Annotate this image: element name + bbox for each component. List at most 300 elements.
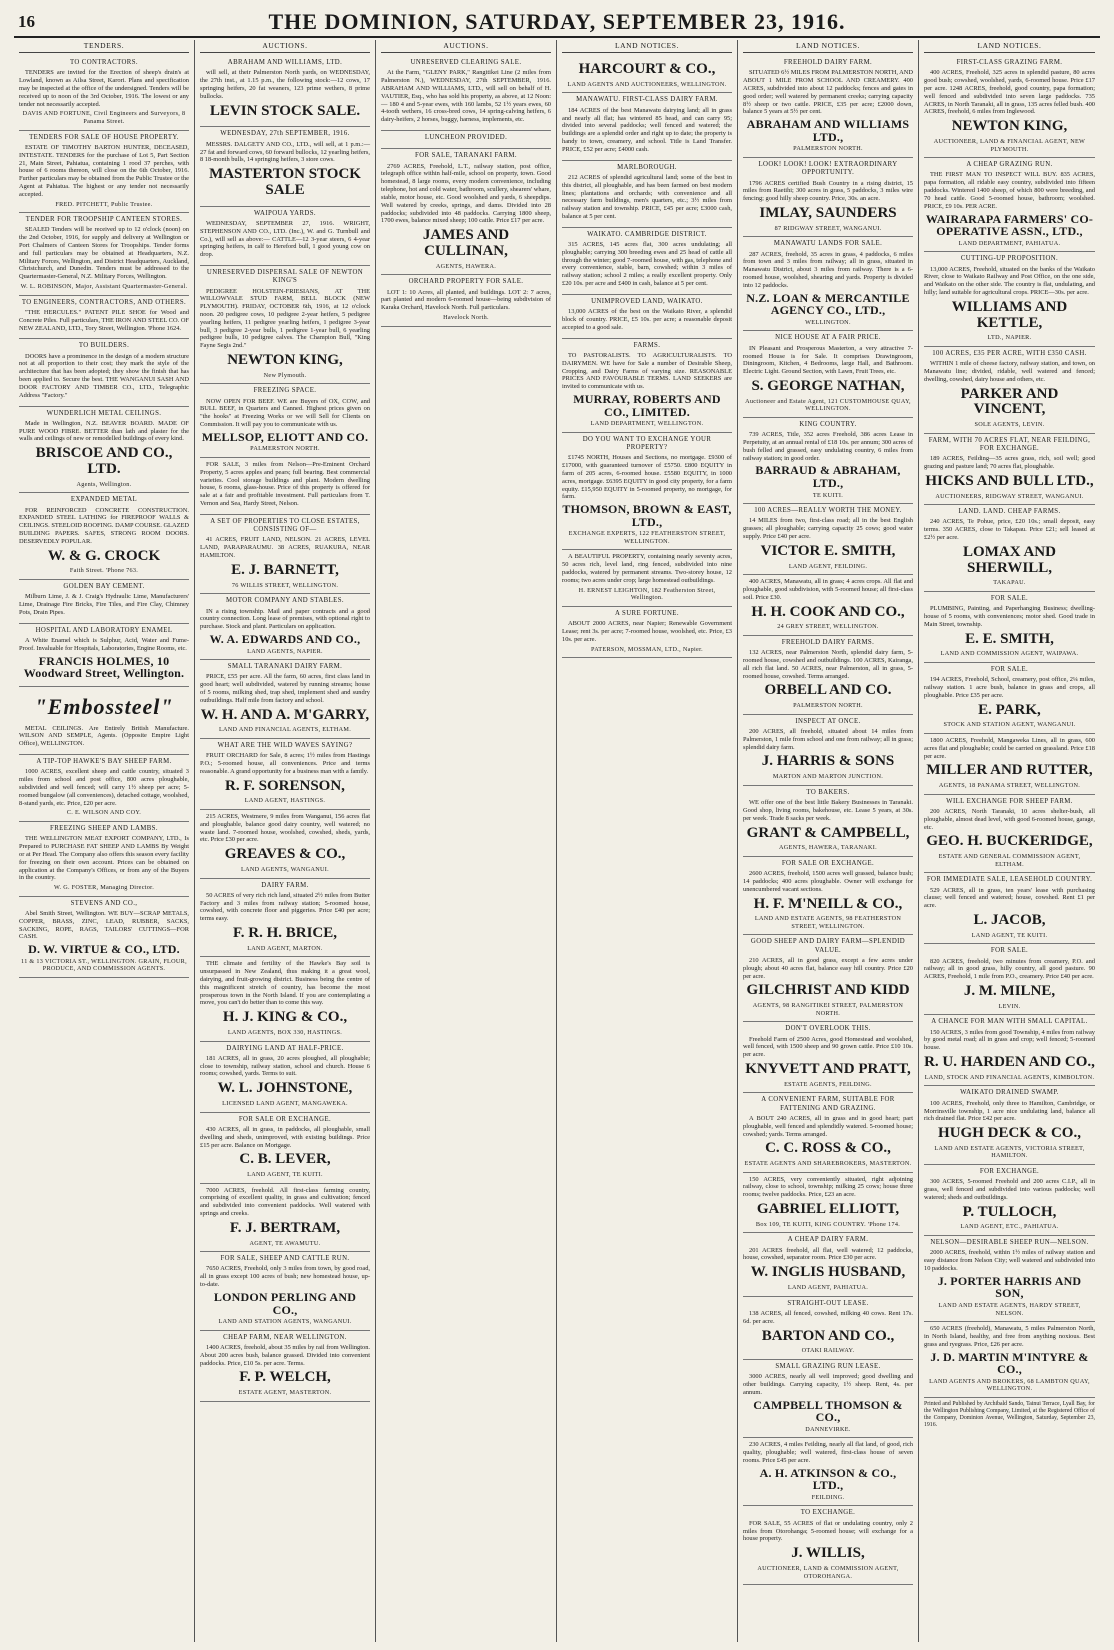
advertisement [562, 93, 732, 160]
ad-address: LEVIN. [998, 1002, 1021, 1010]
ad-body: 13,000 ACRES, Freehold, situated on the banks of the Waikato River, close to Waikato Railway and Post Office, on the one side, and Waikato on the other side. The country is flat, undulating, and hilly; land suitable for agricultural crops. PRICE—30s. per acre. [924, 265, 1095, 296]
ad-body: PLUMBING, Painting, and Paperhanging Business; dwelling-house of 5 rooms, with conveniences; motor shed. Good trade in Main Street, township. [924, 605, 1095, 628]
ad-advertiser-name: NEWTON KING, [227, 352, 343, 369]
ad-heading: MARLBOROUGH. [617, 163, 677, 171]
ad-body: LOT 1: 10 Acres, all planted, and buildings. LOT 2: 7 acres, part planted and modern 6-roomed house—being subdivision of Karaka Orchard, Havelock North. Full particulars. [381, 288, 551, 312]
ad-address: New Plymouth. [263, 371, 307, 379]
ad-heading: UNIMPROVED LAND, WAIKATO. [591, 297, 703, 305]
ad-body: 7000 ACRES, freehold. All first-class farming country, comprising of excellent quality, in grass and cultivation; fenced and subdivided into convenient paddocks. Well watered with springs and creeks. [200, 1186, 370, 1218]
ad-body: TENDERS are invited for the Erection of sheep's drain's at Lowland, known as Ailsa Street, Karori. Plans and specification may be inspected at the office of the undersigned. Tenders will be received up to noon of the 3rd October, 1916. The lowest or any tender not necessarily accepted. [19, 69, 189, 108]
ad-advertiser-name: E. J. BARNETT, [231, 561, 339, 578]
ad-advertiser-name: E. E. SMITH, [965, 630, 1054, 647]
advertisement [19, 339, 189, 406]
advertisement [200, 458, 370, 515]
ad-heading: FOR EXCHANGE. [979, 1168, 1040, 1176]
ad-heading: FOR SALE, SHEEP AND CATTLE RUN. [220, 1255, 350, 1263]
ad-advertiser-name: N.Z. LOAN & MERCANTILE AGENCY CO., LTD., [746, 290, 910, 318]
ad-address: LAND AGENTS, WANGANUI. [241, 865, 329, 873]
ad-heading: TO BUILDERS. [78, 342, 130, 350]
ad-heading: A CHEAP DAIRY FARM. [787, 1236, 869, 1244]
advertisement [200, 594, 370, 660]
ad-body: PEDIGREE HOLSTEIN-FRIESIANS, AT THE WILLOWVALE STUD FARM, BELL BLOCK (NEW PLYMOUTH). FRIDAY, OCTOBER 6th, 1916, at 12 o'clock noon. 20 pedigree cows, 10 pedigree 2-year heifers, 5 pedigree yearling heifers, 11 pedigree yearling heifers, 1 pedigree 3-year bull, 3 pedigree 2-year bulls, 1 pedigree 1-year bull, 6 yearling pedigree bulls, 10 pedigree calves. The Champion Bull, "King Fayne Segis 2nd." [200, 287, 370, 350]
ad-advertiser-name: W. H. AND A. M'GARRY, [200, 706, 370, 723]
ad-body: WE offer one of the best little Bakery Businesses in Taranaki. Good shop, living rooms, bakehouse, etc. Lease 5 years, at 30s. per week. Trade 8 sacks per week. [743, 799, 913, 822]
ad-body: ESTATE OF TIMOTHY BARTON HUNTER, DECEASED, INTESTATE. TENDERS for the purchase of Lot 5, Part Section 21, Main Street, Pahiatua, containing 1 rood 37 perches, with house of 6 rooms thereon, will close on the 6th October, 1916. Further particulars may be obtained from the Public Trustee or the Agent at Pahiatua. The highest or any tender not necessarily accepted. [19, 143, 189, 198]
ad-heading: FOR SALE. [990, 665, 1029, 673]
ad-advertiser-name: GEO. H. BUCKERIDGE, [926, 833, 1093, 850]
advertisement [200, 266, 370, 384]
advertisement [200, 1042, 370, 1113]
ad-body: 1400 ACRES, freehold, about 35 miles by rail from Wellington. About 200 acres bush, balance grassed. Divided into convenient paddocks. Price, £10 5s. per acre. Terms. [200, 1343, 370, 1367]
ad-heading: LOOK! LOOK! LOOK! EXTRAORDINARY OPPORTUNITY. [758, 161, 898, 177]
ad-heading: FOR SALE. [990, 594, 1029, 602]
ad-address: AUCTIONEERS, RIDGWAY STREET, WANGANUI. [935, 492, 1084, 500]
ad-heading: A CHANCE FOR MAN WITH SMALL CAPITAL. [931, 1018, 1088, 1026]
advertisement [19, 580, 189, 624]
advertisement [200, 957, 370, 1041]
advertisement [924, 1165, 1095, 1236]
ad-heading: FOR SALE. [990, 947, 1029, 955]
ad-body: 100 ACRES, Freehold, only three to Hamilton, Cambridge, or Morrinsville township, 1 acre nice undulating land, balance all rich drained flat. Price £42 per acre. [924, 1099, 1095, 1123]
ad-body: Made in Wellington, N.Z. BEAVER BOARD. MADE OF PURE WOOD FIBRE. BETTER than lath and plaster for the walls and ceilings of new or remodelled buildings of every kind. [19, 419, 189, 443]
ad-body: £1745 NORTH, Houses and Sections, no mortgage. £9300 of £17000, with guaranteed turnover of £5750. £800 EQUITY in farm of 205 acres, 6-roomed house. £5580 EQUITY, in 1000 acres, mortgage. £6395 EQUITY in good city property, for a farm equity. £15,950 EQUITY in 5-roomed property, no mortgage, for farm. [562, 454, 732, 501]
ad-advertiser-name: GILCHRIST AND KIDD [746, 982, 910, 999]
ad-advertiser-name: H. H. COOK AND CO., [751, 603, 905, 620]
ad-heading: SMALL TARANAKI DAIRY FARM. [227, 663, 343, 671]
ad-body: 194 ACRES, Freehold, School, creamery, post office, 2¼ miles, railway station. 1 acre bush, balance in grass and crops, all ploughable. Price £35 per acre. [924, 676, 1095, 699]
ad-body: 739 ACRES, Title, 352 acres Freehold, 386 acres Lease in Perpetuity, at an annual rental of £18 10s. per annum; 300 acres of bush felled and grassed, easy undulating country, 6 miles from railway station; in good order. [743, 431, 913, 462]
ad-advertiser-name: F. P. WELCH, [239, 1369, 331, 1386]
ad-body: ABOUT 2000 ACRES, near Napier; Renewable Government Lease; rent 3s. per acre; 7-roomed house, woolshed, etc. Price, £3 10s. per acre. [562, 620, 732, 643]
ad-address: LAND AGENT, TE KUITI. [971, 931, 1048, 939]
ad-body: WITHIN 1 mile of cheese factory, railway station, and town, on Manawatu line; divided, ridable, well watered and fenced; dwelling, cowshed, dairy house and others, etc. [924, 360, 1095, 383]
ad-logo-text: "Embossteel" [34, 693, 174, 719]
advertisement [562, 228, 732, 295]
ad-advertiser-name: R. F. SORENSON, [225, 777, 345, 794]
ad-advertiser-name: VICTOR E. SMITH, [760, 542, 896, 559]
advertisement [924, 873, 1095, 944]
ad-advertiser-name: THOMSON, BROWN & EAST, LTD., [562, 502, 732, 529]
ad-body: THE FIRST MAN TO INSPECT WILL BUY. 835 ACRES, papa formation, all ridable easy country, subdivided into fifteen paddocks. Wintered 1400 sheep, of which 800 were breeding, and 70 head cattle. Good 5-roomed house, bathroom; woolshed. PRICE, £9 10s. PER ACRE. [924, 171, 1095, 210]
ad-address: LAND AND FINANCIAL AGENTS, ELTHAM. [218, 726, 352, 734]
ad-heading: DAIRYING LAND AT HALF-PRICE. [226, 1044, 344, 1052]
ad-body: 400 ACRES, Manawatu, all in grass; 4 acres crops. All flat and ploughable, good subdivision, with 5-roomed house; all first-class soil. Price £30. [743, 578, 913, 601]
ad-body: Freehold Farm of 2500 Acres, good Homestead and woolshed, well fenced, with 1500 sheep and 90 grown cattle. Price £10 10s. per acre. [743, 1035, 913, 1059]
ad-address: LAND, STOCK AND FINANCIAL AGENTS, KIMBOLTON. [924, 1073, 1095, 1081]
ad-heading: GOOD SHEEP AND DAIRY FARM—SPLENDID VALUE. [750, 938, 906, 954]
ad-body: 230 ACRES, 4 miles Feilding, nearly all flat land, of good, rich quality, ploughable; well watered, first-class house of seven rooms. Price £45 per acre. [743, 1441, 913, 1464]
ad-address: AGENTS, HAWERA, TARANAKI. [779, 844, 877, 852]
ad-advertiser-name: P. TULLOCH, [962, 1203, 1057, 1220]
ad-body: 210 ACRES, all in good grass, except a few acres under plough; about 40 acres flat, balance easy hill country. Price £20 per acre. [743, 956, 913, 980]
ad-heading: DO YOU WANT TO EXCHANGE YOUR PROPERTY? [582, 435, 712, 452]
ad-body: 150 ACRES, 3 miles from good Township, 4 miles from railway by good metal road; all in grass and crop; well fenced; 5-roomed house. [924, 1028, 1095, 1052]
ad-address: LAND AGENTS, BOX 330, HASTINGS. [227, 1029, 343, 1037]
advertisement [743, 1360, 913, 1438]
advertisement [381, 131, 551, 149]
ad-advertiser-name: MELLSOP, ELIOTT AND CO. [201, 429, 369, 444]
advertisement [924, 252, 1095, 347]
ad-body: Milburn Lime, J. & J. Craig's Hydraulic Lime, Manufacturers' Lime, Drainage Fire Bricks, Fire Tiles, and Fire Clay, Chimney Pots, Drain Pipes. [19, 593, 189, 616]
ad-advertiser-name: C. C. ROSS & CO., [765, 1140, 891, 1157]
ad-address: Faith Street. 'Phone 763. [69, 567, 139, 575]
ad-heading: DON'T OVERLOOK THIS. [785, 1025, 871, 1033]
ad-heading: SMALL GRAZING RUN LEASE. [775, 1362, 881, 1370]
ad-address: AUCTIONEER, LAND & COMMISSION AGENT, OTOROHANGA. [757, 1564, 899, 1580]
ad-address: AGENTS, HAWERA. [435, 262, 497, 270]
ad-heading: INSPECT AT ONCE. [795, 717, 861, 725]
ad-address: LICENSED LAND AGENT, MANGAWEKA. [222, 1100, 348, 1108]
ad-address: Box 109, TE KUITI, KING COUNTRY. 'Phone 174. [755, 1220, 901, 1228]
ad-address: LTD., NAPIER. [987, 334, 1032, 342]
ad-heading: ABRAHAM AND WILLIAMS, LTD. [227, 59, 343, 67]
ad-heading: WILL EXCHANGE FOR SHEEP FARM. [946, 797, 1073, 805]
advertisement [924, 56, 1095, 158]
ad-heading: MOTOR COMPANY AND STABLES. [226, 597, 344, 605]
ad-address: MARTON AND MARTON JUNCTION. [772, 773, 884, 781]
ad-advertiser-name: KNYVETT AND PRATT, [745, 1061, 911, 1078]
ad-address: W. G. FOSTER, Managing Director. [53, 884, 155, 892]
ad-heading: A CHEAP GRAZING RUN. [966, 161, 1053, 169]
advertisement [743, 1506, 913, 1585]
ad-address: 24 GREY STREET, WELLINGTON. [777, 623, 879, 631]
advertisement [924, 434, 1095, 506]
ad-address: PALMERSTON NORTH. [793, 145, 863, 153]
advertisement [743, 935, 913, 1022]
ad-heading: HOSPITAL AND LABORATORY ENAMEL [35, 626, 173, 634]
ad-address: DANNEVIRKE. [805, 1425, 851, 1433]
ad-address: LAND AGENTS AND BROKERS, 68 LAMBTON QUAY, WELLINGTON. [929, 1377, 1090, 1393]
ad-advertiser-name: BARTON AND CO., [761, 1327, 895, 1344]
advertisement [743, 56, 913, 158]
ad-body: 14 MILES from two, first-class road; all in the best English grasses; all ploughable; carrying capacity 25 cows; good water supply. Price £40 per acre. [743, 517, 913, 541]
column-heading: LAND NOTICES. [743, 40, 913, 53]
ad-address: SOLE AGENTS, LEVIN. [974, 421, 1045, 429]
advertisement [743, 1022, 913, 1093]
ad-advertiser-name: R. U. HARDEN AND CO., [924, 1054, 1095, 1071]
ad-body: THE WELLINGTON MEAT EXPORT COMPANY, LTD., Is Prepared to PURCHASE FAT SHEEP AND LAMBS By Weight or at Per Head. The Company also offers this season every facility for freezing on their own account. Prices can be obtained on application at the Company's Offices, or from any of the Buyers in the country. [19, 835, 189, 882]
newspaper-title: THE DOMINION, SATURDAY, SEPTEMBER 23, 1916. [268, 9, 846, 34]
advertisement [743, 786, 913, 857]
advertisement [924, 347, 1095, 434]
advertisement [19, 624, 189, 687]
ad-address: ESTATE AND GENERAL COMMISSION AGENT, ELTHAM. [938, 853, 1081, 868]
ad-body: THE climate and fertility of the Hawke's Bay soil is unsurpassed in New Zealand, thus making it a great wool, dairying, and fruit-growing district. Business being the centre of this magnificent stretch of country, has become the most prosperous town in the North Island. If you are contemplating a move, you can't do better than to come this way. [200, 960, 370, 1007]
ad-body: 240 ACRES, Te Pohue, price, £20 10s.; small deposit, easy terms. 350 ACRES, close to Takapau. Price £21; sell leased at £2½ per acre. [924, 518, 1095, 542]
advertisement [743, 715, 913, 786]
advertisement [19, 213, 189, 296]
advertisement [381, 56, 551, 131]
ad-advertiser-name: MILLER AND RUTTER, [926, 762, 1093, 779]
advertisement [200, 1113, 370, 1184]
advertisement [200, 515, 370, 594]
advertisement [743, 1233, 913, 1296]
ad-heading: NELSON—DESIRABLE SHEEP RUN—NELSON. [930, 1239, 1089, 1247]
ad-address: OTAKI RAILWAY. [801, 1347, 855, 1355]
ad-advertiser-name: ABRAHAM AND WILLIAMS LTD., [746, 117, 910, 144]
ad-advertiser-name: J. M. MILNE, [963, 983, 1056, 1000]
ad-advertiser-name: MASTERTON STOCK SALE [209, 166, 361, 198]
column-heading: LAND NOTICES. [924, 40, 1095, 53]
ad-address: LAND DEPARTMENT, PAHIATUA. [958, 239, 1061, 247]
advertisement [924, 1015, 1095, 1086]
column-4 [557, 40, 738, 1642]
ad-heading: LUNCHEON PROVIDED. [424, 134, 508, 142]
advertisement [562, 161, 732, 228]
ad-body: 430 ACRES, all in grass, in paddocks, all ploughable, small dwelling and sheds, unimproved, with existing buildings. Price £15 per acre. Balance on Mortgage. [200, 1125, 370, 1149]
ad-heading: TENDERS FOR SALE OF HOUSE PROPERTY. [29, 133, 179, 141]
ad-address: LAND AGENTS, NAPIER. [247, 647, 323, 655]
ad-address: AGENTS, 18 PANAMA STREET, WELLINGTON. [938, 782, 1081, 790]
ad-address: 11 & 13 VICTORIA ST., WELLINGTON. GRAIN, FLOUR, PRODUCE, AND COMMISSION AGENTS. [21, 957, 187, 973]
ad-address: TE KUITI. [812, 491, 844, 499]
advertisement [924, 795, 1095, 874]
advertisement [743, 1173, 913, 1234]
ad-address: FRED. PITCHETT, Public Trustee. [55, 200, 153, 208]
ad-heading: WHAT ARE THE WILD WAVES SAYING? [217, 741, 353, 749]
ad-body: 201 ACRES freehold, all flat, well watered; 12 paddocks, house, cowshed, separator room. Price £30 per acre. [743, 1246, 913, 1262]
ad-body: FOR SALE, 55 ACRES of flat or undulating country, only 2 miles from Otorohanga; 5-roomed house; will exchange for a house property. [743, 1519, 913, 1543]
advertisement [743, 331, 913, 417]
ad-address: DAVIS AND FORTUNE, Civil Engineers and Surveyors, 8 Panama Street. [22, 110, 186, 126]
ad-address: ESTATE AGENTS, FEILDING. [784, 1080, 872, 1088]
ad-address: LAND AGENT, ETC., PAHIATUA. [960, 1223, 1059, 1231]
ad-advertiser-name: J. PORTER HARRIS AND SON, [937, 1273, 1082, 1301]
advertisement [200, 1331, 370, 1402]
ad-heading: TENDER FOR TROOPSHIP CANTEEN STORES. [25, 216, 183, 224]
ad-address: ESTATE AGENTS AND SHAREBROKERS, MASTERTON. [744, 1160, 912, 1168]
ad-advertiser-name: WAIRARAPA FARMERS' CO-OPERATIVE ASSN., LTD., [925, 211, 1094, 239]
ad-address: ESTATE AGENT, MASTERTON. [238, 1389, 332, 1397]
ad-body: IN a rising township. Mail and paper contracts and a good country connection. Long lease of premises, with optional right to purchase. Stock and plant. Particulars on application. [200, 607, 370, 631]
column-heading: LAND NOTICES. [562, 40, 732, 53]
ad-body: 3000 ACRES, nearly all well improved; good dwelling and other buildings. Carrying capacity, 1½ sheep. Rent, 4s. per annum. [743, 1373, 913, 1396]
ad-body: 200 ACRES, all freehold, situated about 14 miles from Palmerston, 1 mile from school and one from railway; all in grass; splendid dairy farm. [743, 728, 913, 751]
column-5 [738, 40, 919, 1642]
ad-address: LAND DEPARTMENT, WELLINGTON. [590, 420, 704, 428]
ad-body: A White Enamel which is Sulphur, Acid, Water and Fume-Proof. Invaluable for Hospitals, Laboratories, Engine Rooms, etc. [19, 636, 189, 652]
advertisement [562, 339, 732, 433]
ad-heading: TO EXCHANGE. [800, 1509, 856, 1517]
ad-heading: A SET OF PROPERTIES TO CLOSE ESTATES, CONSISTING OF— [210, 517, 360, 534]
ad-heading: FREEZING SHEEP AND LAMBS. [50, 824, 158, 832]
ad-address: LAND AGENT, FEILDING. [788, 562, 868, 570]
publisher-imprint: Printed and Published by Archibald Sando, Tainui Terrace, Lyall Bay, for the Wellington Publishing Company, Limited, at the Registered Office of the Company, Dominion Avenue, Wellington, Saturday, September 23, 1916. [924, 1400, 1095, 1429]
ad-body: 184 ACRES of the best Manawatu dairying land; all in grass and nearly all flat; has wintered 85 head, and can carry 95; divided into several paddocks; well fenced and watered; the buildings are a splendid order and right up to date; the property is handy to town, creamery, and school. Title is Land Transfer. PRICE, £52 per acre; £4000 cash. [562, 106, 732, 153]
ad-body: 2000 ACRES, freehold, within 1½ miles of railway station and easy distance from Nelson City; well watered and subdivided into 10 paddocks. [924, 1249, 1095, 1272]
ad-heading: A CONVENIENT FARM, SUITABLE FOR FATTENING AND GRAZING. [761, 1096, 895, 1112]
ad-heading: MANAWATU LANDS FOR SALE. [773, 240, 883, 248]
ad-body: FRUIT ORCHARD for Sale, 8 acres; 1½ miles from Hastings P.O.; 5-roomed house, all conveniences. Price and terms reasonable. A grand opportunity for a business man with a family. [200, 752, 370, 775]
advertisement [743, 636, 913, 715]
ad-heading: STEVENS AND CO., [70, 899, 138, 907]
column-heading: TENDERS. [19, 40, 189, 53]
ad-address: W. L. ROBINSON, Major, Assistant Quartermaster-General. [20, 283, 188, 291]
ad-heading: FARMS. [633, 341, 661, 349]
ad-heading: UNRESERVED CLEARING SALE. [410, 59, 522, 67]
advertisement [562, 607, 732, 658]
advertisement [924, 663, 1095, 734]
ad-body: 7650 ACRES, Freehold, only 3 miles from town, by good road, all in grass except 100 acres of bush; new homestead house, up-to-date. [200, 1265, 370, 1289]
ad-advertiser-name: C. B. LEVER, [239, 1151, 331, 1168]
ad-heading: STRAIGHT-OUT LEASE. [787, 1299, 869, 1307]
ad-advertiser-name: D. W. VIRTUE & CO., LTD. [28, 942, 180, 957]
advertisement [200, 1184, 370, 1253]
ad-heading: FOR SALE OR EXCHANGE. [781, 859, 875, 867]
ad-advertiser-name: W. A. EDWARDS AND CO., [209, 631, 361, 646]
advertisement [562, 56, 732, 93]
ad-body: 1800 ACRES, Freehold, Mangaweka Lines, all in grass, 600 acres flat and ploughable; could be carried on grassland. Price £18 per acre. [924, 736, 1095, 760]
ad-heading: TO BAKERS. [806, 788, 850, 796]
advertisement [19, 56, 189, 130]
advertisement [19, 131, 189, 214]
ad-address: LAND AND ESTATE AGENTS, 98 FEATHERSTON STREET, WELLINGTON. [754, 915, 902, 930]
ad-heading: FOR IMMEDIATE SALE, LEASEHOLD COUNTRY. [926, 876, 1093, 884]
column-6 [919, 40, 1100, 1642]
ad-body: 13,000 ACRES of the best on the Waikato River, a splendid block of country. PRICE, £5 10s. per acre; a reasonable deposit accepted to a good sale. [562, 308, 732, 331]
ad-advertiser-name: NEWTON KING, [951, 118, 1068, 135]
ad-body: 820 ACRES, freehold, two minutes from creamery, P.O. and railway; all in good grass, hilly country, all good pasture. 90 ACRES, Freehold, 1 mile from P.O., creamery. Price £40 per acre. [924, 957, 1095, 981]
ad-heading: 100 ACRES—REALLY WORTH THE MONEY. [754, 507, 902, 515]
ad-advertiser-name: W. INGLIS HUSBAND, [750, 1264, 906, 1281]
columns-container [14, 40, 1100, 1642]
ad-heading: ORCHARD PROPERTY FOR SALE. [408, 278, 524, 286]
ad-heading: FOR SALE, TARANAKI FARM. [415, 152, 517, 160]
advertisement [19, 493, 189, 580]
ad-address: PALMERSTON NORTH. [793, 702, 863, 710]
ad-heading: NICE HOUSE AT A FAIR PRICE. [775, 334, 881, 342]
ad-address: WELLINGTON. [805, 318, 851, 326]
ad-heading: FOR SALE OR EXCHANGE. [238, 1115, 332, 1123]
ad-body: 2769 ACRES, Freehold, L.T., railway station, post office, telegraph office within half-mile, school on property, town. Good homestead, 8 large rooms, every modern convenience, including telephone, hot and cold water, bathroom, scullery, shearers' whare, stable, motor house, etc. Good woolshed and yards, 6 sheepdips. Well watered by creeks, springs, and dams. Divided into 28 paddocks; subdivided into 48 paddocks. Carrying 1800 sheep, 1700 ewes, balance mixed sheep; 100 cattle. Price £17 per acre. [381, 162, 551, 225]
ad-address: LAND AND STATION AGENTS, WANGANUI. [218, 1318, 352, 1326]
ad-body: 215 ACRES, Westmere, 9 miles from Wanganui, 156 acres flat and ploughable, balance good dairy country, well watered; no waste land. 7-roomed house, woolshed, cowshed, sheds, yards, etc. Price £30 per acre. [200, 812, 370, 844]
ad-advertiser-name: GABRIEL ELLIOTT, [756, 1201, 900, 1218]
ad-heading: A SURE FORTUNE. [615, 609, 679, 617]
ad-body: 189 ACRES, Feilding—35 acres grass, rich, soil well; good grazing and pasture land; 70 acres flat, ploughable. [924, 455, 1095, 471]
advertisement [924, 1086, 1095, 1165]
ad-address: STOCK AND STATION AGENT, WANGANUI. [943, 721, 1076, 729]
advertisement [743, 857, 913, 936]
ad-heading: DAIRY FARM. [261, 881, 309, 889]
ad-heading: GOLDEN BAY CEMENT. [63, 582, 145, 590]
ad-advertiser-name: H. J. KING & CO., [222, 1009, 348, 1026]
ad-advertiser-name: GREAVES & CO., [224, 846, 346, 863]
ad-body: PRICE, £55 per acre. All the farm, 60 acres, first class land in good heart; well subdivided, watered by running streams; house of 5 rooms, milking shed, trap shed, implement shed and sundry outbuildings. Half mile from factory and school. [200, 673, 370, 704]
advertisement [200, 127, 370, 206]
ad-body: will sell, at their Palmerston North yards, on WEDNESDAY, the 27th inst., at 1.15 p.m., the following stock:—12 cows, 17 springing heifers, 20 fat weaners, 123 prime wethers, 8 prime bullocks. [200, 69, 370, 100]
column-3 [376, 40, 557, 1642]
advertisement [381, 275, 551, 326]
ad-heading: CUTTING-UP PROPOSITION. [960, 255, 1059, 263]
ad-address: PATERSON, MOSSMAN, LTD., Napier. [591, 645, 703, 653]
ad-advertiser-name: HUGH DECK & CO., [938, 1125, 1081, 1142]
ad-address: AGENT, TE AWAMUTU. [249, 1239, 321, 1247]
advertisement [743, 1297, 913, 1360]
advertisement [743, 504, 913, 575]
ad-body: MESSRS. DALGETY AND CO., LTD., will sell, at 1 p.m.:— 27 fat and forward cows, 60 forward bullocks, 12 yearling heifers, 8 18-month bulls, 14 springing heifers, 3 store cows. [200, 140, 370, 164]
ad-heading: TO CONTRACTORS. [69, 59, 139, 67]
masthead [14, 6, 1100, 38]
ad-address: TAKAPAU. [993, 579, 1026, 587]
ad-body: 50 ACRES of very rich rich land, situated 2½ miles from Butter Factory and 3 miles from railway station; 5-roomed house, cowshed, with concrete floor and piggeries. Price £40 per acre; terms easy. [200, 891, 370, 923]
ad-body: A BEAUTIFUL PROPERTY, containing nearly seventy acres, 50 acres rich, level land, ring fenced, subdivided into nine paddocks, watered by permanent streams. Two-storey house, 12 rooms; two acres under crop; large homestead outbuildings. [562, 553, 732, 584]
ad-advertiser-name: WILLIAMS AND KETTLE, [951, 298, 1068, 331]
ad-heading: MANAWATU. FIRST-CLASS DAIRY FARM. [576, 96, 718, 104]
advertisement [924, 505, 1095, 592]
ad-body: FOR SALE, 3 miles from Nelson—Pre-Eminent Orchard Property, 5 acres apples and pears; full bearing. Best commercial varieties. Cool storage buildings and plant. Modern dwelling house, 6 rooms, glass-house. Price of this property is offered for sale at a fair and profitable investment. Full particulars from T. Vernon and Sea, Hardy Street, Nelson. [200, 461, 370, 508]
advertisement [381, 149, 551, 275]
ad-body: 138 ACRES, all fenced, cowshed, milking 40 cows. Rent 17s. 6d. per acre. [743, 1309, 913, 1325]
ad-address: LAND AGENT, HASTINGS. [244, 797, 326, 805]
ad-advertiser-name: J. WILLIS, [791, 1545, 865, 1562]
ad-address: LAND AGENT, TE KUITI. [247, 1171, 323, 1179]
ad-advertiser-name: J. D. MARTIN M'INTYRE & CO., [930, 1349, 1089, 1377]
advertisement [19, 687, 189, 755]
advertisement [743, 158, 913, 237]
ad-advertiser-name: W. L. JOHNSTONE, [217, 1080, 353, 1097]
ad-body: IN Pleasant and Prosperous Masterton, a very attractive 7-roomed House is for Sale. It comprises Drawingroom, Diningroom, Kitchen, 4 Bedrooms, large Hall, and Bathroom. Electric Light. Ground Section, with Lawn, Fruit Trees, etc. [743, 344, 913, 376]
ad-heading: FARM, WITH 70 ACRES FLAT, NEAR FEILDING, FOR EXCHANGE. [928, 436, 1091, 452]
ad-advertiser-name: GRANT & CAMPBELL, [746, 824, 910, 841]
ad-address: LAND AGENTS AND AUCTIONEERS, WELLINGTON. [567, 80, 727, 88]
ad-address: PALMERSTON NORTH. [250, 445, 320, 453]
advertisement [924, 1236, 1095, 1322]
advertisement [743, 1438, 913, 1506]
column-heading: AUCTIONS. [200, 40, 370, 53]
ad-advertiser-name: IMLAY, SAUNDERS [759, 205, 897, 222]
ad-body: A BOUT 240 ACRES, all in grass and in good heart; part ploughable, well fenced and splendidly watered. 5-roomed house; cowshed; yards. Terms arranged. [743, 1114, 913, 1138]
ad-advertiser-name: J. HARRIS & SONS [761, 753, 895, 770]
ad-heading: KING COUNTRY. [799, 420, 857, 428]
ad-advertiser-name: LOMAX AND SHERWILL, [963, 543, 1056, 576]
ad-body: 150 ACRES, very conveniently situated, right adjoining railway, close to school, township; milking 25 cows; house three rooms; twelve paddocks. Price, £23 an acre. [743, 1175, 913, 1199]
advertisement [743, 575, 913, 636]
ad-advertiser-name: E. PARK, [978, 701, 1041, 718]
column-2 [195, 40, 376, 1642]
advertisement [200, 810, 370, 879]
ad-advertiser-name: JAMES AND CULLINAN, [422, 227, 510, 259]
ad-body: 1796 ACRES certified Bush Country in a rising district, 15 miles from Raetihi; 300 acres in grass, 5 paddocks, 3 miles wire fencing; good hilly sheep country. Price, 30s. an acre. [743, 179, 913, 203]
ad-address: AGENTS, 98 RANGITIKEI STREET, PALMERSTON NORTH. [752, 1002, 904, 1017]
advertisement [200, 56, 370, 127]
advertisement [19, 822, 189, 897]
ad-heading: LAND. LAND. CHEAP FARMS. [958, 508, 1061, 516]
ad-advertiser-name: MURRAY, ROBERTS AND CO., LIMITED. [573, 391, 721, 419]
ad-advertiser-name: LEVIN STOCK SALE. [209, 102, 361, 119]
ad-body: 400 ACRES, Freehold, 325 acres in splendid pasture, 80 acres good bush; cowshed, woolshed, yards, 6-roomed house. Price £17 per acre. 1248 ACRES, freehold, good country, papa formation; well fenced and subdivided into seven large paddocks. 735 ACRES, in North Taranaki, all in grass, 135 acres felled bush. 400 ACRES, freehold, 6 miles from Inglewood. [924, 69, 1095, 116]
advertisement [200, 384, 370, 458]
ad-body: DOORS have a prominence in the design of a modern structure not at all proportion to their cost; they mark the style of the architecture that has been adopted; they show the finish that has been applied to. Secure the best. THE WANGANUI SASH AND DOOR FACTORY AND TIMBER CO., LTD., Telegraphic Address "Factory." [19, 352, 189, 399]
ad-body: 181 ACRES, all in grass, 20 acres ploughed, all ploughable; close to township, railway station, school and church. House 6 rooms; cowshed, yards. Terms to suit. [200, 1054, 370, 1078]
advertisement [19, 296, 189, 340]
ad-body: 287 ACRES, freehold, 35 acres in grass, 4 paddocks, 6 miles from town and 3 miles from railway; all in grass, situated in Manawatu District, about 3 miles from railway. There is a 6-roomed house, woolshed, shearing and yards. Property is divided into 12 paddocks. [743, 250, 913, 289]
advertisement [200, 739, 370, 810]
ad-body: Abel Smith Street, Wellington. WE BUY—SCRAP METALS, COPPER, BRASS, ZINC, LEAD, RUBBER, SACKS, SACKING, ROPE, RAGS, TAILORS' CUTTINGS—FOR CASH. [19, 909, 189, 941]
ad-advertiser-name: H. F. M'NEILL & CO., [753, 895, 903, 912]
advertisement [743, 237, 913, 331]
advertisement [743, 418, 913, 504]
ad-body: 1000 ACRES, excellent sheep and cattle country, situated 3 miles from school and post office, 800 acres ploughable, subdivided and well fenced; will carry 1½ sheep per acre; 5-roomed bungalow (all conveniences), detached cottage, woolshed, 8-stand yards, etc. Price, £20 per acre. [19, 768, 189, 807]
ad-heading: 100 ACRES, £35 PER ACRE, WITH £350 CASH. [932, 349, 1087, 357]
ad-body: NOW OPEN FOR BEEF. WE are Buyers of OX, COW, and BULL BEEF, in Quarters and Canned. Highest prices given on "the hooks" at Freezing Works or we will Sell for Clients on Commission. It will pay you to communicate with us. [200, 397, 370, 429]
ad-body: At the Farm, "GLENY PARK," Rangitikei Line (2 miles from Palmerston N.), WEDNESDAY, 27th SEPTEMBER, 1916. ABRAHAM AND WILLIAMS, LTD., will sell on behalf of H. VAUTIER, Esq., who has sold his property, as above, at 12 Noon:— 180 4 and 5-year ewes, with 160 lambs, 52 1½ years ewes, 60 4-tooth wethers, 16 cross-bred cows, 14 spring-calving heifers, 6 dairy-heifers, 2 horses, buggy, harness, implements, etc. [381, 69, 551, 124]
ad-address: LAND AGENT, PAHIATUA. [787, 1284, 869, 1292]
advertisement [924, 158, 1095, 252]
ad-address: 76 WILLIS STREET, WELLINGTON. [231, 581, 339, 589]
advertisement [19, 407, 189, 494]
ad-body: WEDNESDAY, SEPTEMBER 27, 1916. WRIGHT, STEPHENSON AND CO., LTD. (Inc.), W. and G. Turnbull and Co.), will sell as above:— CATTLE—12 3-year steers, 6 4-year springing heifers, in calf to Hereford bull, 1 good young cow on drop. [200, 219, 370, 259]
